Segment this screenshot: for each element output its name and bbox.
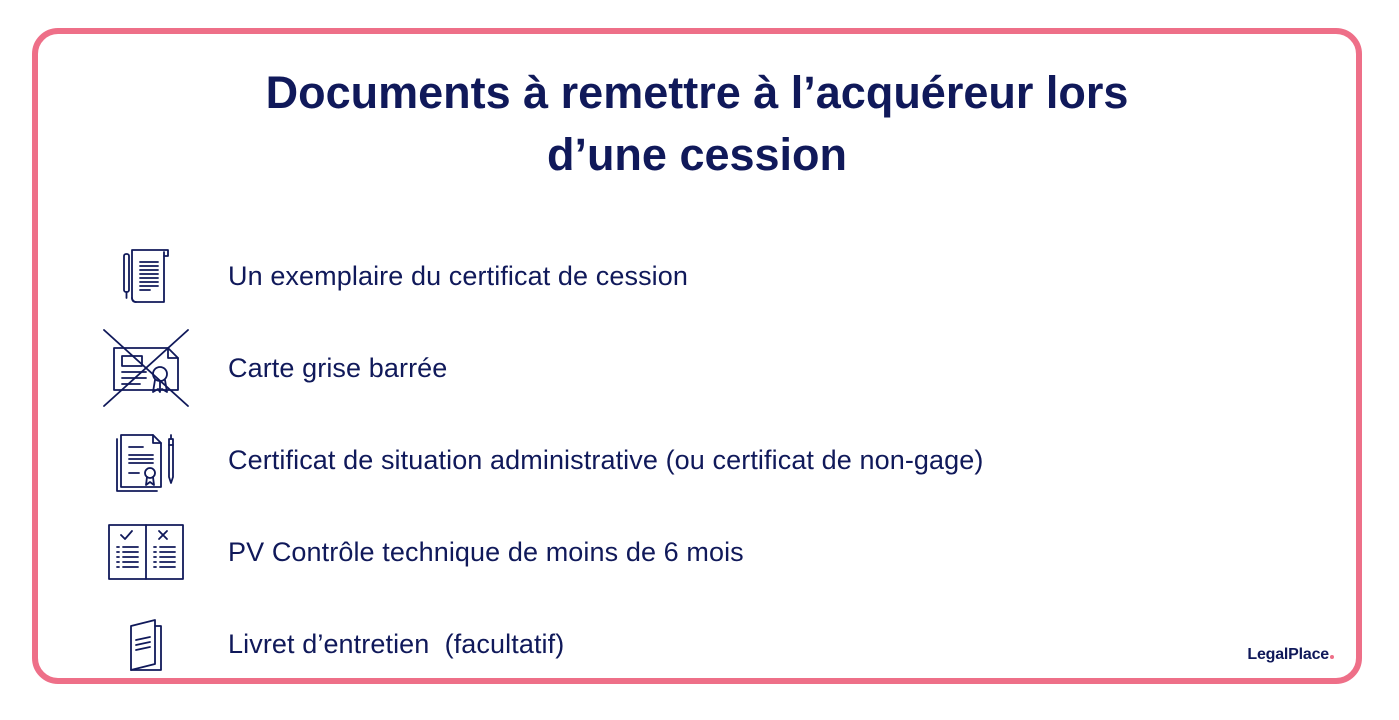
- booklet-icon: [98, 600, 194, 688]
- item-label: Certificat de situation administrative (ou certificat de non-gage): [228, 444, 984, 475]
- page-title: [38, 62, 1356, 186]
- crossed-registration-card-icon: [98, 324, 194, 412]
- title-line-1: Documents à remettre à l’acquéreur lors: [265, 67, 1129, 118]
- item-label: Un exemplaire du certificat de cession: [228, 260, 689, 291]
- legalplace-logo: [1247, 646, 1334, 664]
- item-label: PV Contrôle technique de moins de 6 mois: [228, 536, 744, 567]
- list-item-controle-technique: [98, 506, 744, 598]
- scroll-document-icon: [98, 232, 194, 320]
- list-item-certificat-cession: [98, 230, 689, 322]
- info-card: [32, 28, 1362, 684]
- item-label: Carte grise barrée: [228, 352, 448, 383]
- title-line-2: d’une cession: [546, 129, 848, 180]
- logo-text: LegalPlace: [1247, 646, 1329, 663]
- list-item-certificat-situation: [98, 414, 984, 506]
- documents-list: [98, 230, 984, 690]
- checklist-book-icon: [98, 508, 194, 596]
- list-item-livret-entretien: [98, 598, 565, 690]
- logo-dot: [1330, 655, 1334, 659]
- item-label: Livret d’entretien (facultatif): [228, 628, 565, 659]
- certificate-pen-icon: [98, 416, 194, 504]
- list-item-carte-grise: [98, 322, 448, 414]
